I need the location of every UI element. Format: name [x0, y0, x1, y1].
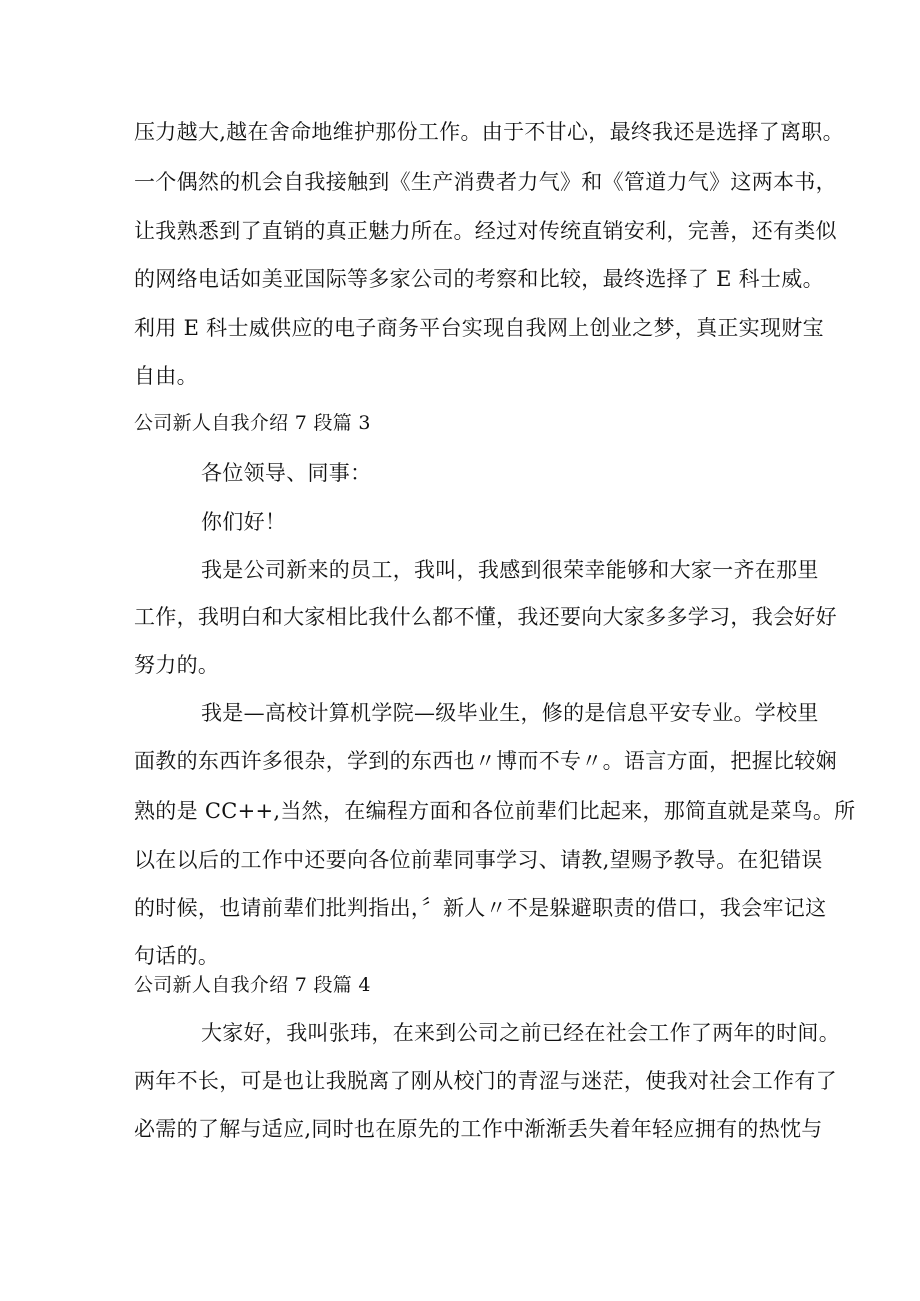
paragraph-line: 我是公司新来的员工，我叫，我感到很荣幸能够和大家一齐在那里	[201, 558, 819, 582]
paragraph-line: 的网络电话如美亚国际等多家公司的考察和比较，最终选择了 E 科士威。	[134, 267, 824, 291]
paragraph-line: 我是—高校计算机学院—级毕业生，修的是信息平安专业。学校里	[201, 701, 819, 725]
paragraph-line: 的时候，也请前辈们批判指出，〞新人〃不是躲避职责的借口，我会牢记这	[134, 896, 827, 920]
section-heading: 公司新人自我介绍 7 段篇 3	[134, 412, 371, 434]
paragraph-line: 大家好，我叫张玮，在来到公司之前已经在社会工作了两年的时间。	[201, 1021, 840, 1045]
paragraph-line: 让我熟悉到了直销的真正魅力所在。经过对传统直销安利，完善，还有类似	[134, 219, 837, 243]
paragraph-line: 压力越大,越在舍命地维护那份工作。由于不甘心，最终我还是选择了离职。	[134, 120, 844, 144]
paragraph-line: 工作，我明白和大家相比我什么都不懂，我还要向大家多多学习，我会好好	[134, 605, 837, 629]
paragraph-line: 利用 E 科士威供应的电子商务平台实现自我网上创业之梦，真正实现财宝	[134, 316, 824, 340]
paragraph-line: 必需的了解与适应,同时也在原先的工作中渐渐丢失着年轻应拥有的热忱与	[134, 1117, 823, 1141]
paragraph-line: 两年不长，可是也让我脱离了刚从校门的青涩与迷茫，使我对社会工作有了	[134, 1069, 837, 1093]
greeting-line: 各位领导、同事：	[201, 461, 372, 485]
section-heading: 公司新人自我介绍 7 段篇 4	[134, 974, 371, 996]
paragraph-line: 面教的东西许多很杂，学到的东西也〃博而不专〃。语言方面，把握比较娴	[134, 749, 837, 773]
paragraph-line: 熟的是 CC++,当然，在编程方面和各位前辈们比起来，那简直就是菜鸟。所	[134, 799, 856, 823]
paragraph-line: 句话的。	[134, 944, 220, 968]
paragraph-line: 一个偶然的机会自我接触到《生产消费者力气》和《管道力气》这两本书，	[134, 170, 837, 194]
hello-line: 你们好！	[201, 510, 287, 534]
paragraph-line: 以在以后的工作中还要向各位前辈同事学习、请教,望赐予教导。在犯错误	[134, 848, 823, 872]
paragraph-line: 自由。	[134, 364, 198, 388]
paragraph-line: 努力的。	[134, 653, 220, 677]
